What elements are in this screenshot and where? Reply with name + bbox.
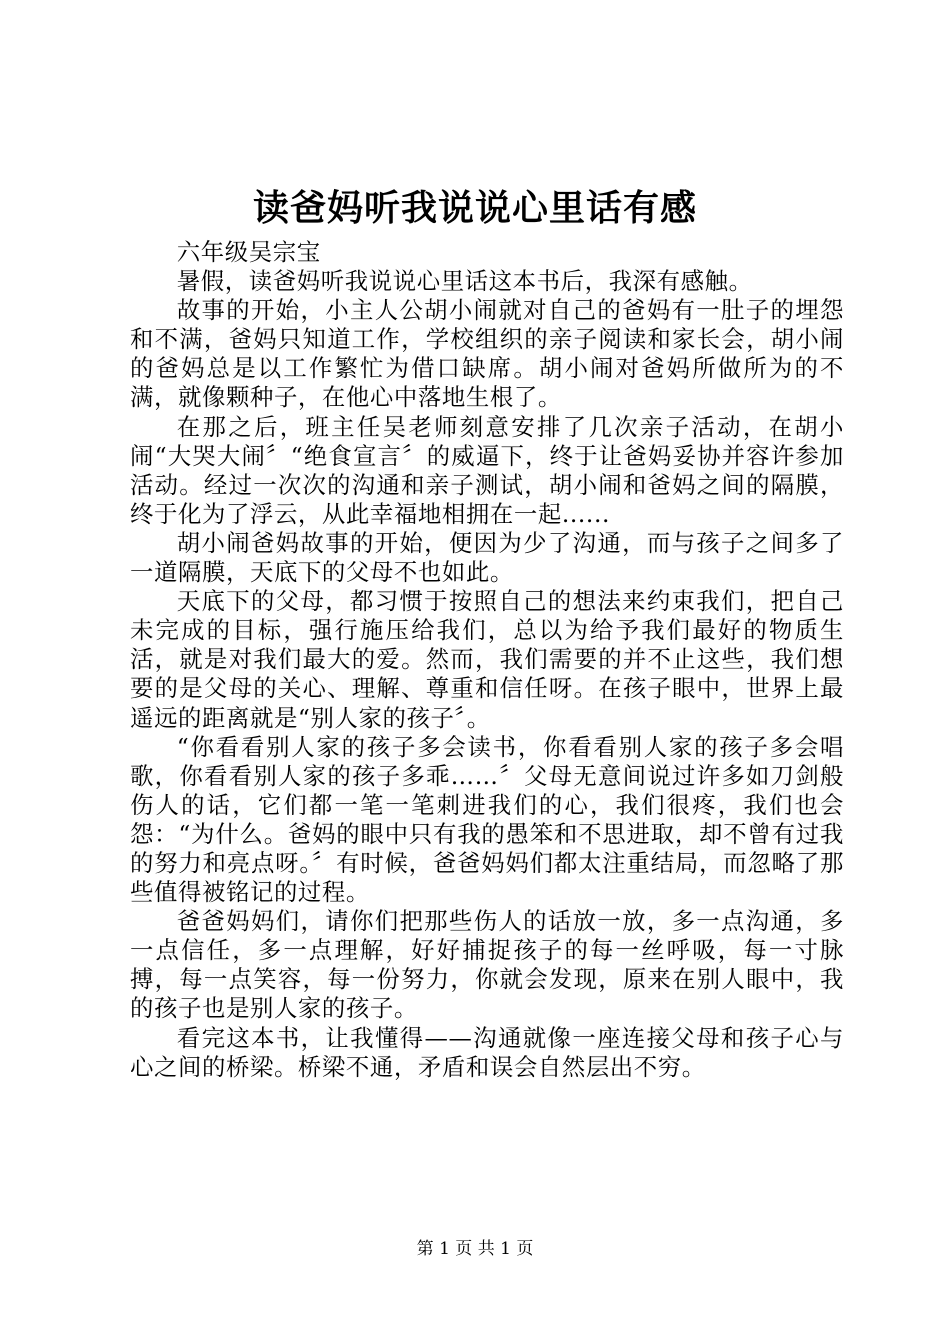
paragraph-1: 暑假，读爸妈听我说说心里话这本书后，我深有感触。 xyxy=(176,267,753,296)
document-body xyxy=(130,238,844,1082)
document-title: 读爸妈听我说说心里话有感 xyxy=(252,187,697,229)
page-footer: 第 1 页 共 1 页 xyxy=(416,1239,534,1259)
paragraph-5: 天底下的父母，都习惯于按照自己的想法来约束我们，把自己未完成的目标，强行施压给我们，总以为给予我们最好的物质生活，就是对我们最大的爱。然而，我们需要的并不止这些，我们想要的是父母的关心、理解、尊重和信任呀。在孩子眼中，世界上最遥远的距离就是“别人家的孩子〞。 xyxy=(130,587,844,732)
paragraph-6: “你看看别人家的孩子多会读书，你看看别人家的孩子多会唱歌，你看看别人家的孩子多乖……〞父母无意间说过许多如刀剑般伤人的话，它们都一笔一笔刺进我们的心，我们很疼，我们也会怨：“为什么。爸妈的眼中只有我的愚笨和不思进取，却不曾有过我的努力和亮点呀。〞有时候，爸爸妈妈们都太注重结局，而忽略了那些值得被铭记的过程。 xyxy=(130,732,844,907)
author-line: 六年级吴宗宝 xyxy=(176,238,321,266)
paragraph-3: 在那之后，班主任吴老师刻意安排了几次亲子活动，在胡小闹“大哭大闹〞“绝食宣言〞的威逼下，终于让爸妈妥协并容许参加活动。经过一次次的沟通和亲子测试，胡小闹和爸妈之间的隔膜，终于化为了浮云，从此幸福地相拥在一起...... xyxy=(130,412,844,528)
paragraph-7: 爸爸妈妈们，请你们把那些伤人的话放一放，多一点沟通，多一点信任，多一点理解，好好捕捉孩子的每一丝呼吸，每一寸脉搏，每一点笑容，每一份努力，你就会发现，原来在别人眼中，我的孩子也是别人家的孩子。 xyxy=(130,907,844,1023)
paragraph-2: 故事的开始，小主人公胡小闹就对自己的爸妈有一肚子的埋怨和不满，爸妈只知道工作，学校组织的亲子阅读和家长会，胡小闹的爸妈总是以工作繁忙为借口缺席。胡小闹对爸妈所做所为的不满，就像颗种子，在他心中落地生根了。 xyxy=(130,296,844,412)
paragraph-8: 看完这本书，让我懂得——沟通就像一座连接父母和孩子心与心之间的桥梁。桥梁不通，矛盾和误会自然层出不穷。 xyxy=(130,1023,844,1081)
paragraph-4: 胡小闹爸妈故事的开始，便因为少了沟通，而与孩子之间多了一道隔膜，天底下的父母不也如此。 xyxy=(130,528,844,587)
